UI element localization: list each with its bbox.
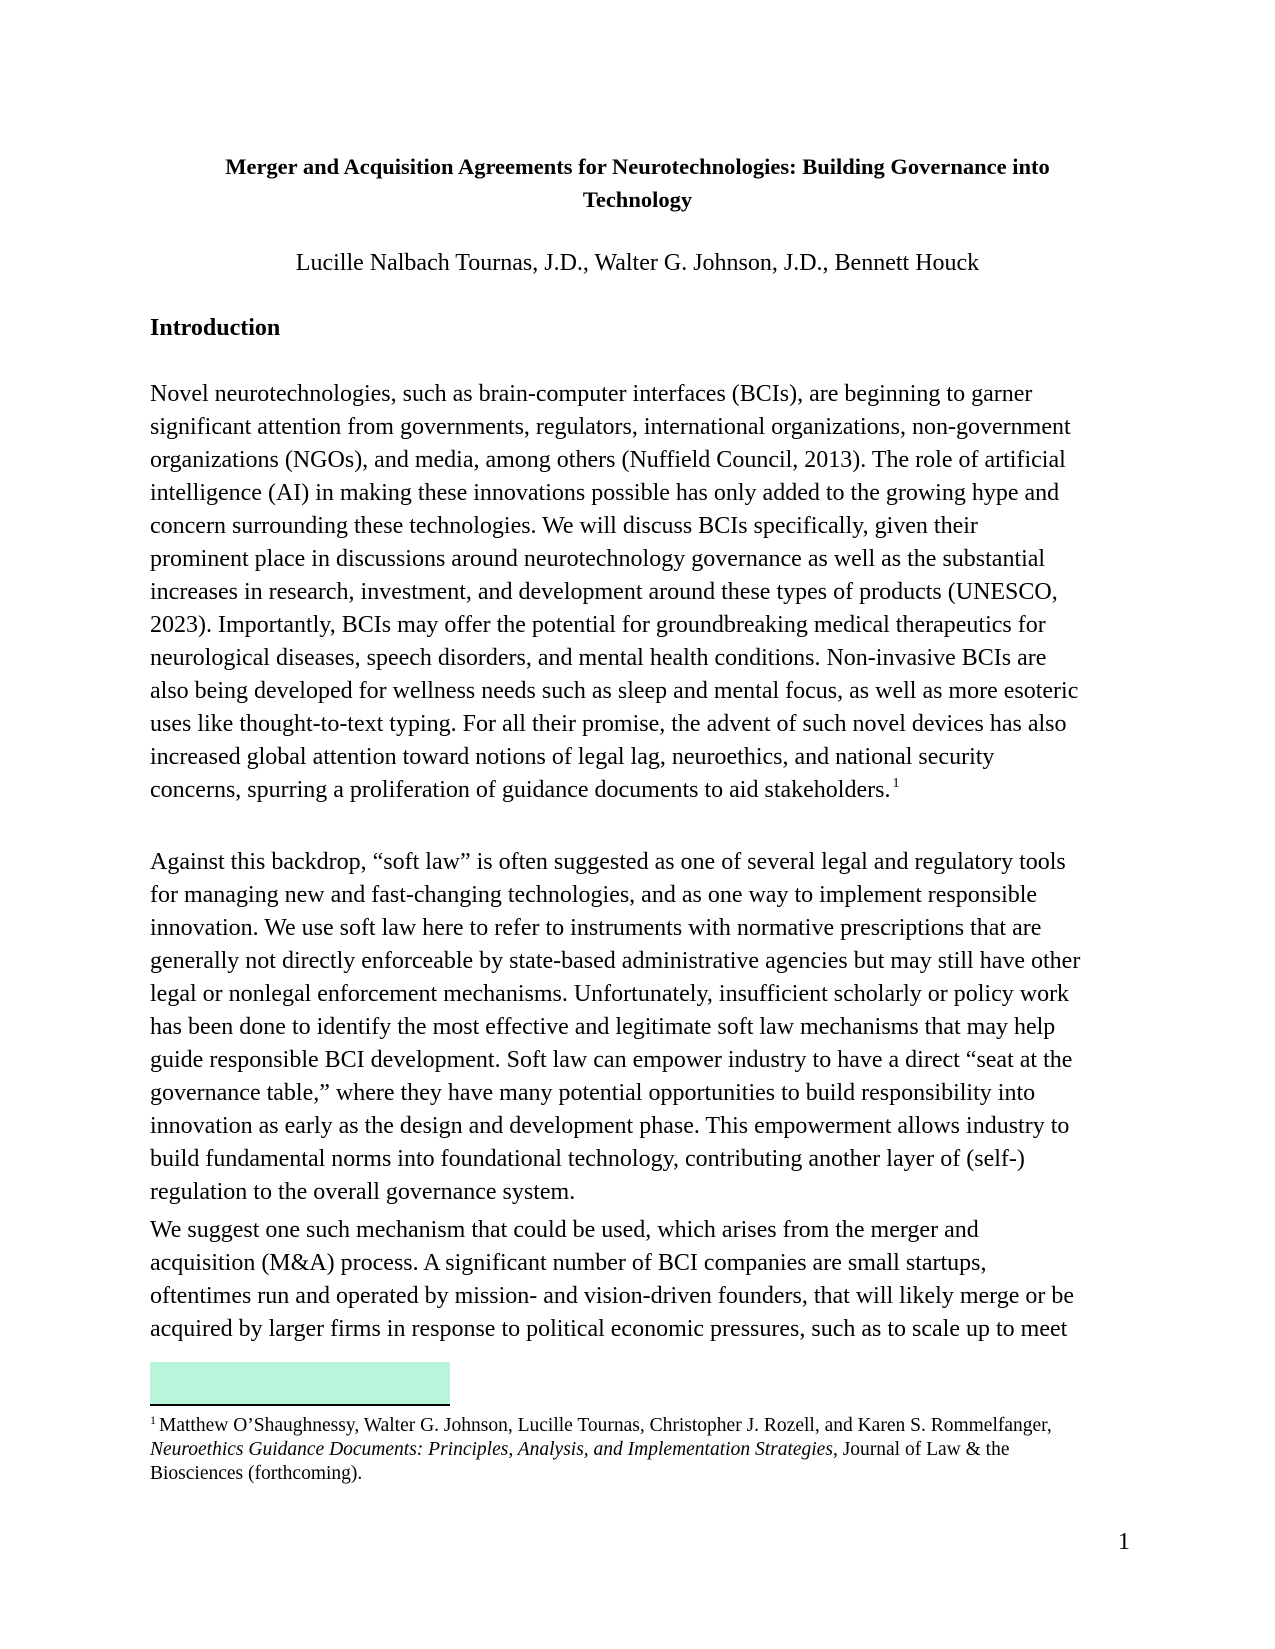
text-line: We suggest one such mechanism that could be used, which arises from the merger and: [150, 1217, 979, 1243]
text-line: concern surrounding these technologies. We will discuss BCIs specifically, given their: [150, 513, 978, 539]
body-paragraph: [150, 1214, 1130, 1346]
text-line: neurological diseases, speech disorders, and mental health conditions. Non-invasive BCIs are: [150, 645, 1047, 671]
text-line: governance table,” where they have many potential opportunities to build responsibility into: [150, 1080, 1036, 1106]
text-line: oftentimes run and operated by mission- and vision-driven founders, that will likely merge or be: [150, 1283, 1075, 1309]
title-line: Merger and Acquisition Agreements for Neurotechnologies: Building Governance into: [225, 154, 1050, 179]
text-line: has been done to identify the most effective and legitimate soft law mechanisms that may help: [150, 1014, 1056, 1040]
body-paragraph: [150, 378, 1130, 807]
text-line: regulation to the overall governance system.: [150, 1179, 576, 1205]
footnote-line: [150, 1438, 1140, 1462]
text-line: legal or nonlegal enforcement mechanisms. Unfortunately, insufficient scholarly or policy work: [150, 981, 1070, 1007]
text-line: [150, 774, 1130, 807]
text-line: significant attention from governments, regulators, international organizations, non-government: [150, 414, 1071, 440]
footnote-line: [150, 1414, 1140, 1438]
footnote-citation-title: Neuroethics Guidance Documents: Principles, Analysis, and Implementation Strategies: [150, 1439, 833, 1460]
text-line: build fundamental norms into foundational technology, contributing another layer of (self-): [150, 1146, 1025, 1172]
text-line-content: concerns, spurring a proliferation of guidance documents to aid stakeholders.: [150, 777, 891, 803]
text-line: uses like thought-to-text typing. For all their promise, the advent of such novel devices has also: [150, 711, 1067, 737]
text-line: organizations (NGOs), and media, among others (Nuffield Council, 2013). The role of artificial: [150, 447, 1066, 473]
text-line: also being developed for wellness needs such as sleep and mental focus, as well as more esoteric: [150, 678, 1079, 704]
footnote-line: Biosciences (forthcoming).: [150, 1463, 363, 1484]
footnote-text: , Journal of Law & the: [832, 1439, 1010, 1460]
footnote-text: Matthew O’Shaughnessy, Walter G. Johnson, Lucille Tournas, Christopher J. Rozell, and Karen S. Rommelfanger,: [159, 1415, 1052, 1436]
paper-title: [150, 150, 1125, 216]
text-line: innovation as early as the design and development phase. This empowerment allows industry to: [150, 1113, 1070, 1139]
text-line: generally not directly enforceable by state-based administrative agencies but may still have other: [150, 948, 1081, 974]
section-heading: Introduction: [150, 315, 281, 341]
body-paragraph: [150, 846, 1130, 1209]
text-line: intelligence (AI) in making these innovations possible has only added to the growing hype and: [150, 480, 1060, 506]
page-number: 1: [1118, 1529, 1130, 1555]
text-line: innovation. We use soft law here to refer to instruments with normative prescriptions that are: [150, 915, 1042, 941]
footnote-separator: [150, 1404, 450, 1406]
text-line: acquired by larger firms in response to political economic pressures, such as to scale up to meet: [150, 1316, 1068, 1342]
text-line: prominent place in discussions around neurotechnology governance as well as the substantial: [150, 546, 1046, 572]
text-line: guide responsible BCI development. Soft law can empower industry to have a direct “seat at the: [150, 1047, 1073, 1073]
text-line: Against this backdrop, “soft law” is often suggested as one of several legal and regulatory tools: [150, 849, 1066, 875]
title-line: Technology: [582, 187, 693, 212]
text-line: increases in research, investment, and development around these types of products (UNESCO,: [150, 579, 1058, 605]
author-list: Lucille Nalbach Tournas, J.D., Walter G. Johnson, J.D., Bennett Houck: [295, 250, 980, 276]
text-line: acquisition (M&A) process. A significant number of BCI companies are small startups,: [150, 1250, 987, 1276]
footnote-highlight: [150, 1362, 450, 1404]
text-line: increased global attention toward notions of legal lag, neuroethics, and national security: [150, 744, 995, 770]
footnote-reference[interactable]: 1: [892, 776, 900, 791]
text-line: Novel neurotechnologies, such as brain-computer interfaces (BCIs), are beginning to garner: [150, 381, 1033, 407]
text-line: for managing new and fast-changing technologies, and as one way to implement responsible: [150, 882, 1038, 908]
footnote-number: 1: [150, 1413, 156, 1427]
footnote: [150, 1414, 1140, 1486]
text-line: 2023). Importantly, BCIs may offer the potential for groundbreaking medical therapeutics for: [150, 612, 1046, 638]
